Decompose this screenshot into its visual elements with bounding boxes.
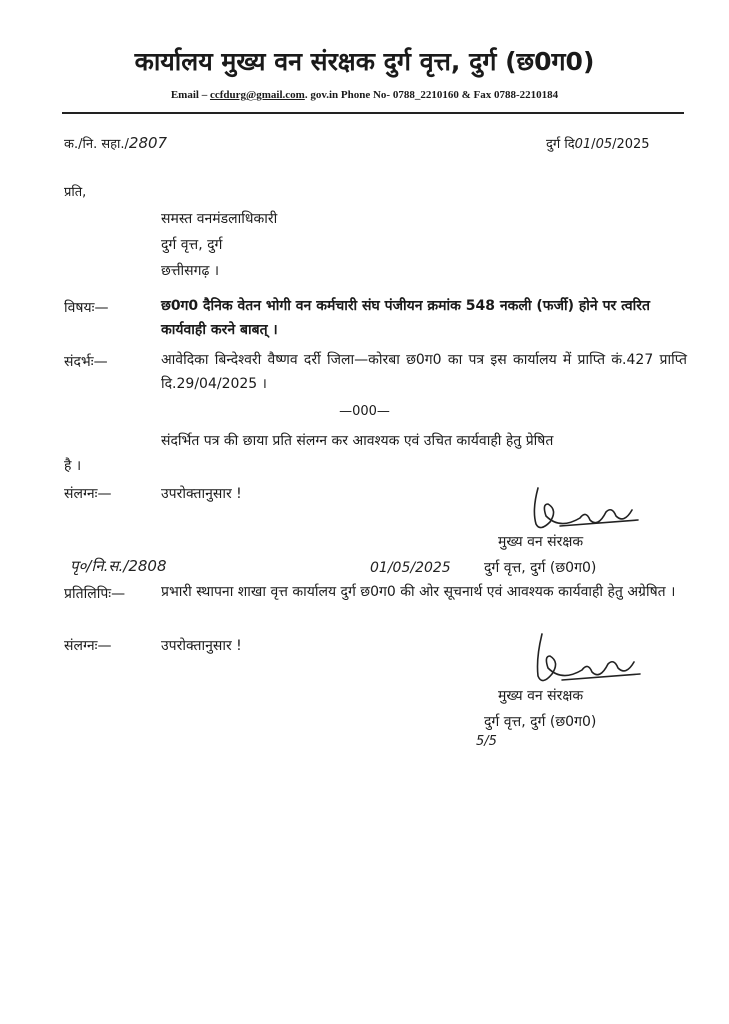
contact-line bbox=[0, 89, 729, 101]
copy-ref-date-handwritten: 01/05/2025 bbox=[370, 560, 451, 576]
recipient-line-3: छत्तीसगढ़ । bbox=[161, 263, 220, 279]
reference-text: आवेदिका बिन्देश्वरी वैष्णव दर्री जिला—कोरबा छ0ग0 का पत्र इस कार्यालय में प्राप्ति कं.427 प्राप्ति दि.29/04/2025 । bbox=[161, 352, 687, 392]
enclosure-text-2: उपरोक्तानुसार ! bbox=[161, 638, 242, 654]
ref-label: क./नि. सहा./ bbox=[64, 137, 129, 152]
reference-number bbox=[64, 134, 167, 152]
ref-number-handwritten: 2807 bbox=[128, 134, 168, 152]
handwritten-mark: 5/5 bbox=[476, 734, 497, 749]
separator: —000— bbox=[339, 404, 390, 419]
subject-label: विषयः— bbox=[64, 300, 109, 316]
signature-1 bbox=[520, 480, 650, 540]
body-text: संदर्भित पत्र की छाया प्रति संलग्न कर आवश्यक एवं उचित कार्यवाही हेतु प्रेषित bbox=[161, 433, 554, 449]
signature-2-office: दुर्ग वृत्त, दुर्ग (छ0ग0) bbox=[484, 714, 597, 730]
signature-1-office: दुर्ग वृत्त, दुर्ग (छ0ग0) bbox=[484, 560, 597, 576]
recipient-line-1: समस्त वनमंडलाधिकारी bbox=[161, 211, 278, 227]
enclosure-label-2: संलग्नः— bbox=[64, 638, 112, 654]
office-title: कार्यालय मुख्य वन संरक्षक दुर्ग वृत्त, दुर्ग (छ0ग0) bbox=[134, 47, 595, 76]
enclosure-label-1: संलग्नः— bbox=[64, 486, 112, 502]
copy-label: प्रतिलिपिः— bbox=[64, 586, 126, 602]
enclosure-text-1: उपरोक्तानुसार ! bbox=[161, 486, 242, 502]
reference-label: संदर्भः— bbox=[64, 354, 108, 370]
contact-prefix: Email – bbox=[170, 89, 210, 101]
body-tail: है । bbox=[64, 458, 82, 474]
date-month-handwritten: 05 bbox=[595, 137, 613, 152]
date-year: /2025 bbox=[612, 137, 650, 152]
date-label: दुर्ग दि bbox=[546, 137, 575, 152]
signature-1-designation: मुख्य वन संरक्षक bbox=[498, 534, 584, 550]
copy-ref-number-handwritten: पृ०/नि.स./2808 bbox=[70, 557, 167, 575]
contact-details: . gov.in Phone No- 0788_2210160 & Fax 0788-2210184 bbox=[304, 89, 559, 101]
letter-date: दुर्ग दि01/05/2025 bbox=[546, 137, 650, 152]
signature-2 bbox=[520, 630, 650, 692]
date-day-handwritten: 01 bbox=[574, 137, 592, 152]
recipient-line-2: दुर्ग वृत्त, दुर्ग bbox=[161, 237, 223, 253]
signature-2-designation: मुख्य वन संरक्षक bbox=[498, 688, 584, 704]
copy-text: प्रभारी स्थापना शाखा वृत्त कार्यालय दुर्ग छ0ग0 की ओर सूचनार्थ एवं आवश्यक कार्यवाही हेतु अग्रेषित । bbox=[161, 584, 676, 600]
prati-label: प्रति, bbox=[64, 185, 87, 200]
header-rule bbox=[62, 112, 684, 114]
subject-text: छ0ग0 दैनिक वेतन भोगी वन कर्मचारी संघ पंजीयन क्रमांक 548 नकली (फर्जी) होने पर त्वरित कार्यवाही करने बाबत् । bbox=[161, 298, 650, 338]
email-link[interactable]: ccfdurg@gmail.com bbox=[209, 89, 305, 101]
